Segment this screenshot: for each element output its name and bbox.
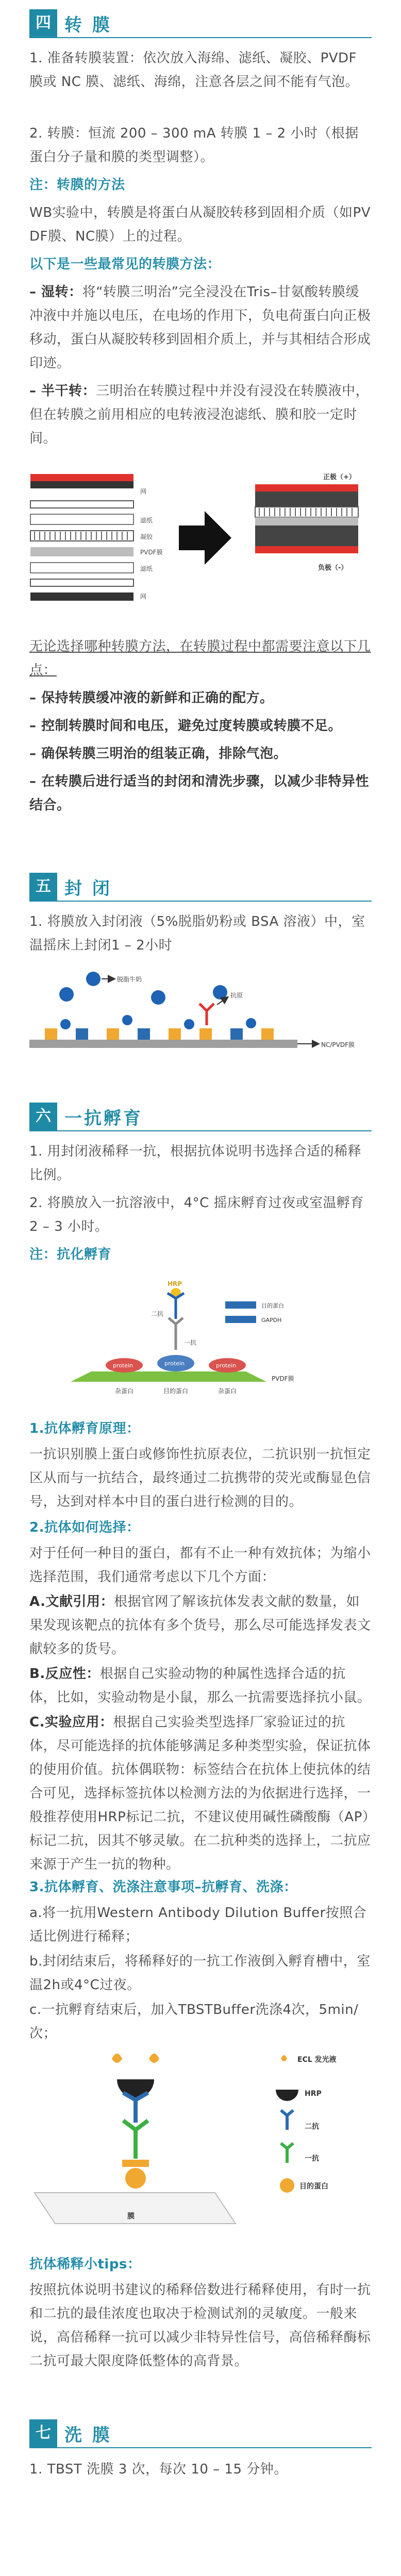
secondary-antibody-icon	[168, 1293, 184, 1319]
protein-text: protein	[164, 1360, 185, 1367]
target-band-label: 目的蛋白	[261, 1302, 284, 1309]
primary-antibody-icon	[123, 2121, 148, 2159]
filter-layer	[30, 563, 133, 573]
layer-label: 网	[140, 593, 147, 600]
membrane-bar	[29, 1040, 297, 1048]
summary-paragraph	[29, 635, 372, 682]
bullet-item: – 保持转膜缓冲液的新鲜和正确的配方。	[29, 690, 274, 706]
legend-ecl-icon	[281, 2055, 287, 2061]
paragraph: 2. 转膜：恒流 200 – 300 mA 转膜 1 – 2 小时（根据蛋白分子量和膜的类型调整）。	[29, 126, 359, 165]
secondary-label: 二抗	[151, 1310, 164, 1317]
option-b	[29, 1662, 372, 1709]
section-divider	[29, 2447, 372, 2448]
paragraph: 1. 用封闭液稀释一抗，根据抗体说明书选择合适的稀释比例。	[29, 1144, 362, 1183]
legend-ecl: ECL 发光液	[297, 2056, 337, 2064]
bullet-item: – 确保转膜三明治的组装正确，排除气泡。	[29, 746, 288, 761]
membrane-label: NC/PVDF膜	[321, 1041, 355, 1048]
note-title: 注：抗化孵育	[29, 1247, 112, 1262]
paragraph: a.将一抗用Western Antibody Dilution Buffer按照合适比例进行稀释；	[29, 1905, 367, 1944]
membrane-label: 膜	[127, 2212, 135, 2221]
section-divider	[29, 37, 372, 38]
option-a	[29, 1590, 372, 1661]
section-number: 四	[29, 9, 57, 37]
layer-label: PVDF膜	[140, 549, 163, 556]
notes-title: 3.抗体孵育、洗涤注意事项–抗孵育、洗涤：	[29, 1879, 297, 1895]
note-title: 注：转膜的方法	[29, 177, 125, 193]
option-label: B.反应性：	[29, 1666, 100, 1682]
section-number: 五	[29, 873, 57, 901]
option-text: 根据官网了解该抗体发表文献的数量，如果发现该靶点的抗体有多个货号，那么尽可能选择发表文献较多的货号。	[29, 1594, 371, 1657]
layer-label: 滤纸	[140, 565, 153, 572]
bottom-label: 目的蛋白	[163, 1387, 189, 1395]
positive-label: 正极（+）	[323, 473, 356, 481]
protein-text: protein	[113, 1362, 133, 1369]
pvdf-layer	[30, 547, 133, 556]
choose-title: 2.抗体如何选择：	[29, 1520, 140, 1535]
blot-band-icon	[225, 1301, 256, 1309]
antibody-icon	[199, 1004, 214, 1025]
blot-band-icon	[225, 1316, 256, 1323]
option-text: 根据自己实验类型选择厂家验证过的抗体，尽可能选择的抗体能够满足多种类型实验，保证抗体的使用价值。抗体偶联物：标签结合在抗体上使抗体的结合可见，选择标签抗体以检测方法的为依据进行选择，一般推荐使用HRP标记二抗，不建议使用碱性磷酸酶（AP）标记二抗，因其不够灵敏。在二抗种类的选择上，二抗应来源于产生一抗的物种。	[29, 1715, 371, 1872]
layer-label: 网	[140, 488, 147, 495]
milk-label: 脱脂牛奶	[117, 976, 142, 983]
legend-primary-icon	[281, 2143, 293, 2163]
paragraph: WB实验中，转膜是将蛋白从凝胶转移到固相介质（如PVDF膜、NC膜）上的过程。	[29, 205, 371, 244]
milk-particles	[59, 972, 256, 1029]
section-header-primary-antibody	[29, 1103, 143, 1130]
paragraph: 对于任何一种目的蛋白，都有不止一种有效抗体；为缩小选择范围，我们通常考虑以下几个方面：	[29, 1546, 371, 1585]
section-title: 洗 膜	[64, 2425, 112, 2446]
gel-layer	[30, 531, 133, 541]
pvdf-membrane	[71, 1371, 266, 1382]
legend-target-icon	[280, 2178, 294, 2193]
principle-title: 1.抗体孵育原理：	[29, 1421, 140, 1436]
legend-hrp-icon	[276, 2090, 298, 2101]
section-header-blocking	[29, 873, 112, 901]
semi-dry-text: 三明治在转膜过程中并没有浸没在转膜液中，但在转膜之前用相应的电转液浸泡滤纸、膜和胶一定时间。	[29, 383, 370, 446]
primary-antibody-icon	[169, 1318, 183, 1350]
arrow-icon	[179, 511, 231, 565]
bullet-item: – 在转膜后进行适当的封闭和清洗步骤，以减少非特异性结合。	[29, 774, 370, 813]
option-text: 根据自己实验动物的种属性选择合适的抗体，比如，实验动物是小鼠，那么一抗需要选择抗小鼠。	[29, 1666, 371, 1705]
section-title: 转 膜	[64, 14, 112, 36]
semi-dry-label: – 半干转：	[29, 383, 96, 399]
section-title: 封 闭	[64, 878, 112, 899]
protein-text: protein	[216, 1362, 237, 1369]
paragraph: 按照抗体说明书建议的稀释倍数进行稀释使用，有时一抗和二抗的最佳浓度也取决于检测试剂的灵敏度。一般来说，高倍稀释一抗可以减少非特异性信号，高倍稀释酶标二抗可最大限度降低整体的高背景。	[29, 2282, 371, 2369]
section-title: 一抗孵育	[64, 1108, 143, 1129]
membrane-plane	[35, 2193, 236, 2224]
paragraph: b.封闭结束后，将稀释好的一抗工作液倒入孵育槽中，室温2h或4°C过夜。	[29, 1954, 371, 1993]
mesh-layer	[30, 501, 133, 508]
wet-transfer-label: – 湿转：	[29, 284, 82, 300]
wet-transfer-paragraph	[29, 280, 372, 375]
paragraph: 一抗识别膜上蛋白或修饰性抗原表位，二抗识别一抗恒定区从而与一抗结合，最终通过二抗携带的荧光或酶显色信号，达到对样本中目的蛋白进行检测的目的。	[29, 1447, 371, 1510]
antigen-icon	[122, 2160, 149, 2167]
hrp-label: HRP	[168, 1280, 182, 1287]
hrp-icon	[117, 2079, 154, 2098]
antigen-blocks	[45, 1028, 274, 1040]
membrane-label: PVDF膜	[272, 1375, 294, 1382]
target-protein-icon	[125, 2168, 146, 2189]
legend-primary: 一抗	[305, 2155, 319, 2163]
bottom-label: 杂蛋白	[218, 1387, 237, 1395]
paragraph: 1. TBST 洗膜 3 次，每次 10 – 15 分钟。	[29, 2462, 288, 2477]
section-header-wash	[29, 2419, 112, 2447]
transfer-sandwich-diagram	[29, 453, 372, 629]
option-c	[29, 1710, 372, 1876]
antibody-binding-diagram	[29, 1273, 372, 1406]
assembled-sandwich	[255, 484, 358, 553]
summary-text: 无论选择哪种转膜方法，在转膜过程中都需要注意以下几点：	[29, 639, 371, 678]
bottom-label: 杂蛋白	[115, 1387, 134, 1395]
positive-plate	[30, 474, 133, 481]
layer-label: 凝胶	[140, 533, 153, 540]
legend-hrp: HRP	[305, 2090, 322, 2098]
section-header-transfer	[29, 9, 112, 37]
legend-target: 目的蛋白	[299, 2182, 328, 2191]
gapdh-label: GAPDH	[261, 1317, 282, 1324]
paragraph: 2. 将膜放入一抗溶液中，4°C 摇床孵育过夜或室温孵育 2 – 3 小时。	[29, 1195, 364, 1234]
section-number: 六	[29, 1103, 57, 1130]
grid-layer	[30, 481, 133, 488]
methods-title: 以下是一些最常见的转膜方法：	[29, 257, 221, 272]
ecl-detection-diagram	[29, 2043, 372, 2239]
filter-layer	[30, 514, 133, 524]
paragraph: 1. 将膜放入封闭液（5%脱脂奶粉或 BSA 溶液）中，室温摇床上封闭1 – 2小时	[29, 914, 365, 953]
mesh-layer	[30, 579, 133, 586]
negative-label: 负极（-）	[318, 564, 348, 572]
grid-layer	[30, 592, 133, 601]
section-divider	[29, 1130, 372, 1131]
tips-title: 抗体稀释小tips：	[29, 2257, 141, 2272]
legend-secondary: 二抗	[305, 2123, 319, 2131]
bullet-item: – 控制转膜时间和电压，避免过度转膜或转膜不足。	[29, 718, 342, 734]
blocking-diagram	[29, 963, 372, 1061]
option-label: C.实验应用：	[29, 1715, 113, 1730]
section-number: 七	[29, 2419, 57, 2447]
paragraph: c.一抗孵育结束后，加入TBSTBuffer洗涤4次，5min/次；	[29, 2002, 359, 2041]
option-label: A.文献引用：	[29, 1594, 114, 1609]
ecl-drop-icon	[149, 2054, 159, 2063]
layer-label: 滤纸	[140, 517, 153, 524]
wet-transfer-text: 将“转膜三明治”完全浸没在Tris–甘氨酸转膜缓冲液中并施以电压，在电场的作用下，负电荷蛋白向正极移动，蛋白从凝胶转移到固相介质上，并与其相结合形成印迹。	[29, 284, 371, 371]
ecl-drop-icon	[112, 2054, 122, 2063]
section-divider	[29, 901, 372, 902]
antigen-label: 抗原	[230, 992, 243, 999]
primary-label: 一抗	[184, 1339, 197, 1346]
paragraph: 1. 准备转膜装置：依次放入海绵、滤纸、凝胶、PVDF 膜或 NC 膜、滤纸、海绵，注意各层之间不能有气泡。	[29, 50, 359, 90]
semi-dry-paragraph	[29, 379, 372, 450]
legend-secondary-icon	[281, 2110, 293, 2130]
